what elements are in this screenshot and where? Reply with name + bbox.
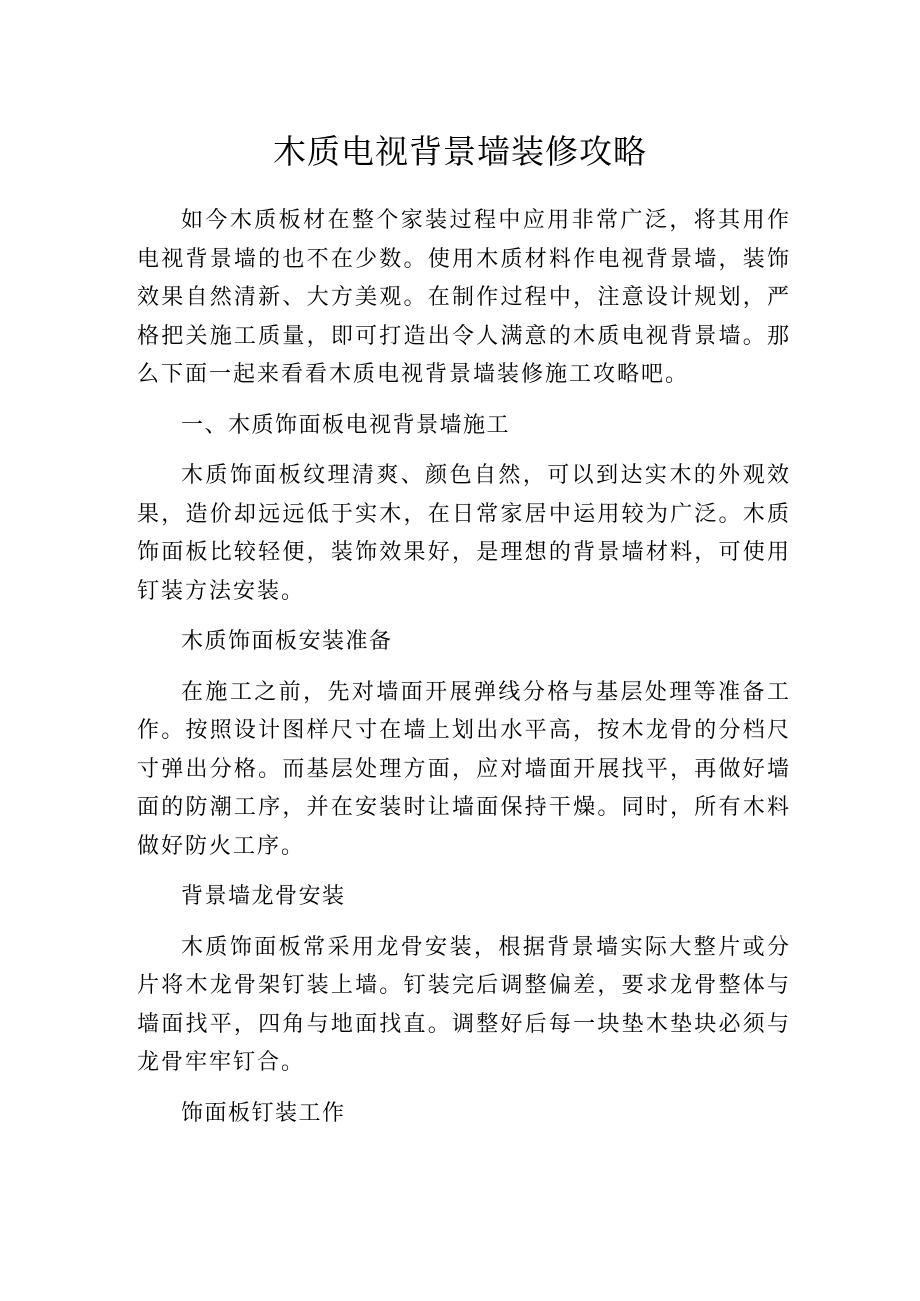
section-heading-1: 一、木质饰面板电视背景墙施工: [181, 412, 511, 438]
intro-paragraph: 如今木质板材在整个家装过程中应用非常广泛，将其用作电视背景墙的也不在少数。使用木质材料作电视背景墙，装饰效果自然清新、大方美观。在制作过程中，注意设计规划，严格把关施工质量，即可打造出令人满意的木质电视背景墙。那么下面一起来看看木质电视背景墙装修施工攻略吧。: [137, 208, 791, 387]
document-body: [137, 202, 791, 1133]
subheading-panel-nailing: 饰面板钉装工作: [181, 1100, 346, 1126]
keel-installation-paragraph: 木质饰面板常采用龙骨安装，根据背景墙实际大整片或分片将木龙骨架钉装上墙。钉装完后调整偏差，要求龙骨整体与墙面找平，四角与地面找直。调整好后每一块垫木垫块必须与龙骨牢牢钉合。: [137, 934, 791, 1075]
subheading-keel-installation: 背景墙龙骨安装: [181, 884, 346, 909]
subheading-preparation: 木质饰面板安装准备: [181, 629, 393, 654]
section-1-paragraph: 木质饰面板纹理清爽、颜色自然，可以到达实木的外观效果，造价却远远低于实木，在日常家居中运用较为广泛。木质饰面板比较轻便，装饰效果好，是理想的背景墙材料，可使用钉装方法安装。: [137, 463, 791, 604]
preparation-paragraph: 在施工之前，先对墙面开展弹线分格与基层处理等准备工作。按照设计图样尺寸在墙上划出水平高，按木龙骨的分档尺寸弹出分格。而基层处理方面，应对墙面开展找平，再做好墙面的防潮工序，并在安装时让墙面保持干燥。同时，所有木料做好防火工序。: [137, 679, 791, 859]
document-title: 木质电视背景墙装修攻略: [273, 132, 647, 171]
